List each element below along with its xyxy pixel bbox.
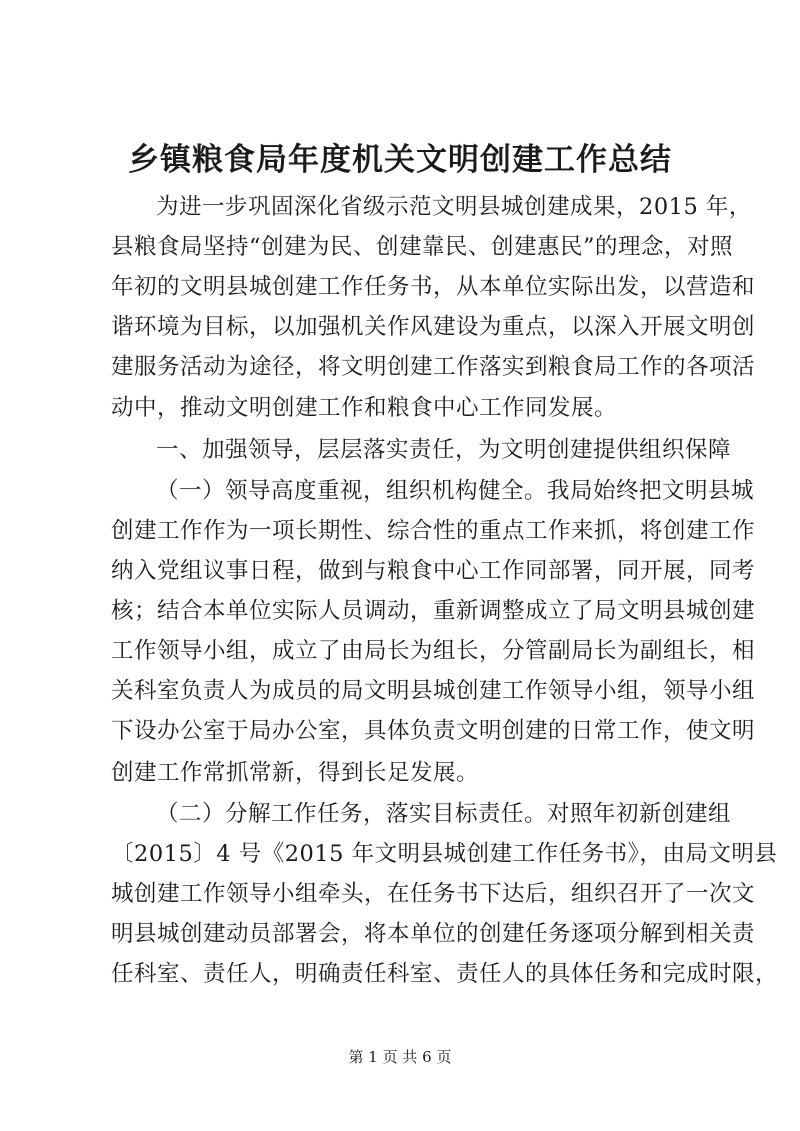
paragraph-line: 动中，推动文明创建工作和粮食中心工作同发展。 [111,395,618,421]
section-heading: 一、加强领导，层层落实责任，为文明创建提供组织保障 [156,437,732,463]
paragraph-line: （二）分解工作任务，落实目标责任。对照年初新创建组 [156,801,732,827]
paragraph-line: 明县城创建动员部署会，将本单位的创建任务逐项分解到相关责 [111,921,756,947]
paragraph-line: 创建工作常抓常新，得到长足发展。 [111,760,480,786]
page-number: 第 1 页 共 6 页 [348,1048,452,1066]
paragraph-line: 县粮食局坚持“创建为民、创建靠民、创建惠民”的理念，对照 [111,234,734,260]
paragraph-line: 为进一步巩固深化省级示范文明县城创建成果，2015 年， [156,194,752,220]
document-title: 乡镇粮食局年度机关文明创建工作总结 [128,142,672,178]
paragraph-line: 城创建工作领导小组牵头，在任务书下达后，组织召开了一次文 [111,881,756,907]
paragraph-line: 创建工作作为一项长期性、综合性的重点工作来抓，将创建工作 [111,518,756,544]
paragraph-line: 建服务活动为途径，将文明创建工作落实到粮食局工作的各项活 [111,354,756,380]
paragraph-line: 工作领导小组，成立了由局长为组长，分管副局长为副组长，相 [111,638,756,664]
paragraph-line: 核；结合本单位实际人员调动，重新调整成立了局文明县城创建 [111,598,756,624]
paragraph-line: 年初的文明县城创建工作任务书，从本单位实际出发，以营造和 [111,274,756,300]
paragraph-line: （一）领导高度重视，组织机构健全。我局始终把文明县城 [156,478,755,504]
paragraph-line: 任科室、责任人，明确责任科室、责任人的具体任务和完成时限， [111,961,779,987]
paragraph-line: 下设办公室于局办公室，具体负责文明创建的日常工作，使文明 [111,718,756,744]
paragraph-line: 〔2015〕4 号《2015 年文明县城创建工作任务书》，由局文明县 [111,841,778,867]
paragraph-line: 关科室负责人为成员的局文明县城创建工作领导小组，领导小组 [111,678,756,704]
paragraph-line: 纳入党组议事日程，做到与粮食中心工作同部署，同开展，同考 [111,558,756,584]
paragraph-line: 谐环境为目标，以加强机关作风建设为重点，以深入开展文明创 [111,314,756,340]
